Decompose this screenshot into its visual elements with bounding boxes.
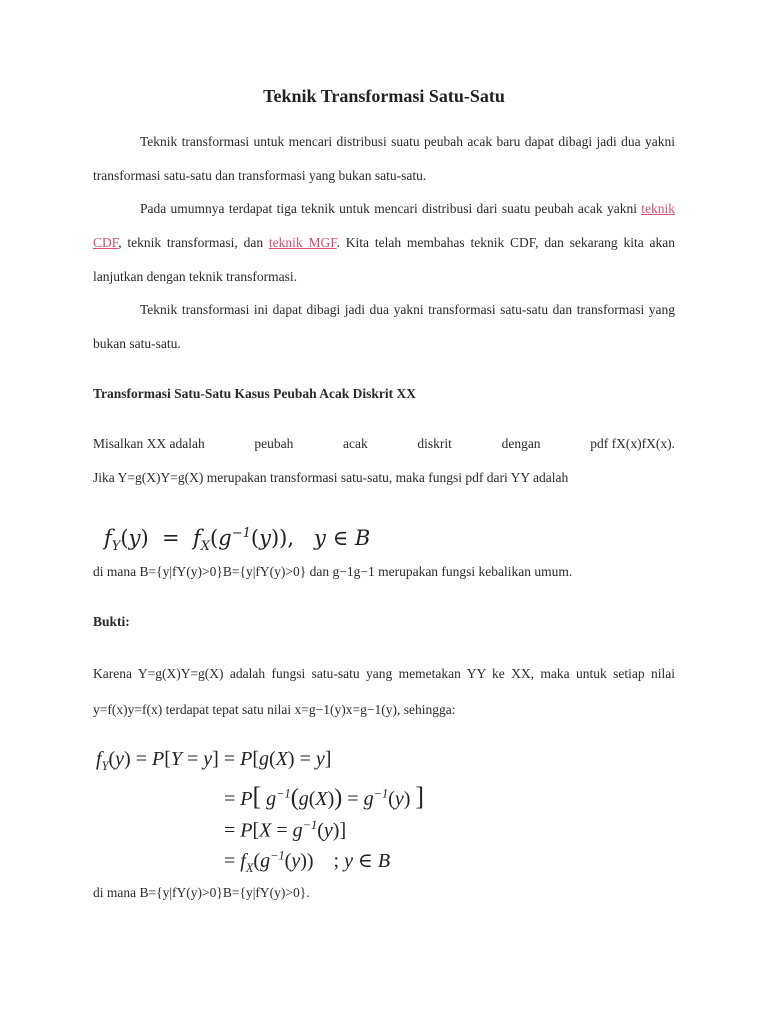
paragraph-techniques-text-2: , teknik transformasi, dan <box>118 235 269 250</box>
link-teknik-mgf[interactable]: teknik MGF <box>268 235 337 250</box>
paragraph-dimana-1: di mana B={y|fY(y)>0}B={y|fY(y)>0} dan g−1g−1 merupakan fungsi kebalikan umum. <box>93 564 573 579</box>
equation-proof-line-4: = $f_X(g^{-1}(y))$ ; y ∈ B <box>224 848 391 875</box>
word: diskrit <box>417 436 452 451</box>
paragraph-dimana-2: di mana B={y|fY(y)>0}B={y|fY(y)>0}. <box>93 885 310 900</box>
link-teknik-cdf[interactable]: teknik CDF <box>93 201 675 250</box>
word: pdf fX(x)fX(x). <box>590 436 675 451</box>
word: peubah <box>254 436 294 451</box>
equation-pdf-transform: $f_Y(y) = f_X(g^{-1}(y))$, y ∈ B <box>104 526 371 555</box>
paragraph-division: Teknik transformasi ini dapat dibagi jadi dua yakni transformasi satu-satu dan transformasi yang bukan satu-satu. <box>93 302 675 351</box>
paragraph-karena: Karena Y=g(X)Y=g(X) adalah fungsi satu-satu yang memetakan YY ke XX, maka untuk setiap nilai y=f(x)y=f(x) terdapat tepat satu nilai x=g−1(y)x=g−1(y), sehingga: <box>93 666 675 717</box>
word: dengan <box>501 436 541 451</box>
paragraph-techniques <box>93 192 675 294</box>
paragraph-misalkan-line1 <box>93 427 675 461</box>
word: acak <box>343 436 368 451</box>
word: Misalkan XX adalah <box>93 436 205 451</box>
equation-proof-line-1: $f_Y(y) = P[Y = y] = P[g(X) = y]$ <box>96 748 332 773</box>
section-heading: Transformasi Satu-Satu Kasus Peubah Acak Diskrit XX <box>93 386 417 401</box>
equation-proof-line-3: = $P[X = g^{-1}(y)]$ <box>224 818 347 842</box>
paragraph-techniques-text-1: Pada umumnya terdapat tiga teknik untuk mencari distribusi dari suatu peubah acak yakni <box>140 201 642 216</box>
equation-proof-line-2: = P[ $g^{-1}(g(X)) = g^{-1}(y)$ ] <box>224 782 425 811</box>
document-title: Teknik Transformasi Satu-Satu <box>263 86 505 106</box>
paragraph-techniques-text-3: . Kita telah membahas teknik CDF, dan sekarang kita akan lanjutkan dengan teknik transformasi. <box>93 235 675 284</box>
paragraph-intro: Teknik transformasi untuk mencari distribusi suatu peubah acak baru dapat dibagi jadi dua yakni transformasi satu-satu dan transformasi yang bukan satu-satu. <box>93 134 675 183</box>
paragraph-misalkan-line2: Jika Y=g(X)Y=g(X) merupakan transformasi satu-satu, maka fungsi pdf dari YY adalah <box>93 470 569 485</box>
bukti-heading: Bukti: <box>93 614 130 629</box>
